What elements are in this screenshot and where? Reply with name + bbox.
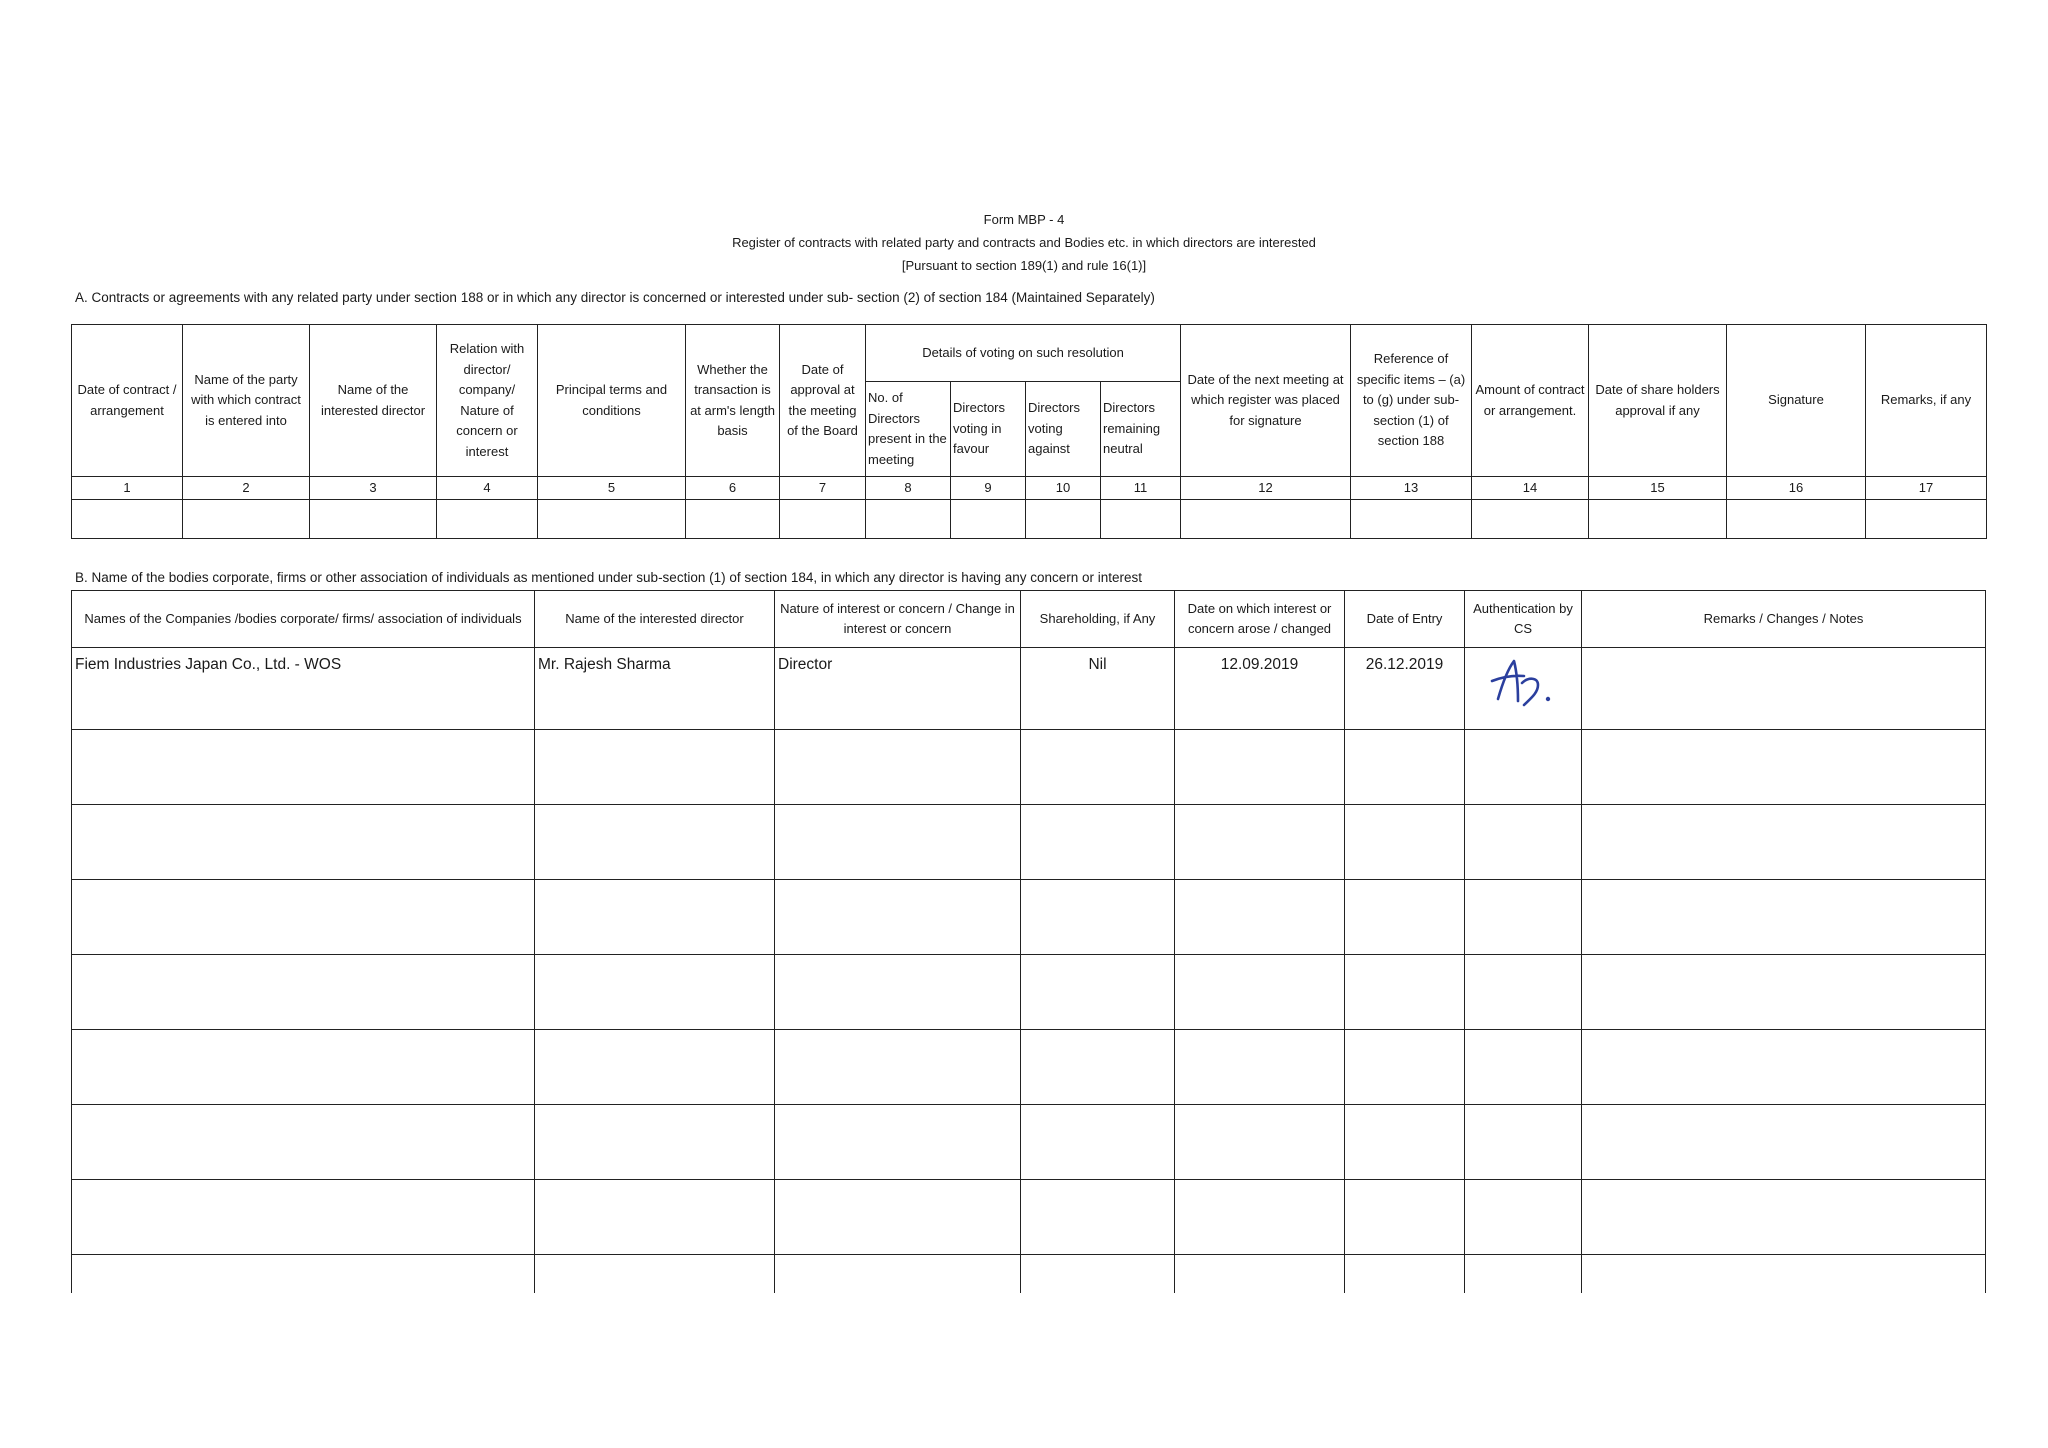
header-interested-director: Name of the interested director (535, 591, 775, 648)
column-number: 13 (1351, 477, 1472, 500)
header-remaining-neutral: Directors remaining neutral (1101, 382, 1181, 477)
empty-cell (1866, 500, 1987, 539)
director-name-cell: Mr. Rajesh Sharma (535, 648, 775, 730)
header-date-of-approval: Date of approval at the meeting of the Board (780, 325, 866, 477)
header-authentication: Authentication by CS (1465, 591, 1582, 648)
empty-cell (1582, 1105, 1986, 1180)
empty-cell (1465, 1180, 1582, 1255)
header-name-of-party: Name of the party with which contract is entered into (183, 325, 310, 477)
column-number: 7 (780, 477, 866, 500)
header-next-meeting: Date of the next meeting at which register was placed for signature (1181, 325, 1351, 477)
empty-cell (1175, 805, 1345, 880)
empty-cell (1345, 805, 1465, 880)
empty-cell (1582, 1255, 1986, 1294)
header-shareholders-approval: Date of share holders approval if any (1589, 325, 1727, 477)
empty-cell (538, 500, 686, 539)
empty-cell (72, 805, 535, 880)
table-row (72, 1180, 1986, 1255)
empty-cell (1345, 955, 1465, 1030)
column-number: 10 (1026, 477, 1101, 500)
header-principal-terms: Principal terms and conditions (538, 325, 686, 477)
column-number: 8 (866, 477, 951, 500)
date-of-entry-cell: 26.12.2019 (1345, 648, 1465, 730)
column-number: 3 (310, 477, 437, 500)
empty-cell (1026, 500, 1101, 539)
header-directors-present: No. of Directors present in the meeting (866, 382, 951, 477)
empty-cell (72, 1105, 535, 1180)
empty-cell (437, 500, 538, 539)
table-header-row (72, 591, 1986, 648)
empty-cell (1181, 500, 1351, 539)
empty-cell (1021, 955, 1175, 1030)
empty-cell (1021, 1180, 1175, 1255)
header-date-of-contract: Date of contract / arrangement (72, 325, 183, 477)
empty-cell (866, 500, 951, 539)
empty-cell (1175, 1255, 1345, 1294)
empty-cell (686, 500, 780, 539)
empty-cell (1727, 500, 1866, 539)
empty-cell (72, 1180, 535, 1255)
empty-cell (535, 880, 775, 955)
empty-cell (1345, 880, 1465, 955)
column-number: 12 (1181, 477, 1351, 500)
empty-cell (1345, 1180, 1465, 1255)
header-date-interest-arose: Date on which interest or concern arose / changed (1175, 591, 1345, 648)
authentication-cell (1465, 648, 1582, 730)
table-row (72, 1030, 1986, 1105)
empty-cell (1582, 805, 1986, 880)
empty-cell (775, 1105, 1021, 1180)
header-voting-details: Details of voting on such resolution (866, 325, 1181, 382)
header-date-of-entry: Date of Entry (1345, 591, 1465, 648)
column-number: 15 (1589, 477, 1727, 500)
empty-cell (72, 955, 535, 1030)
table-row (72, 955, 1986, 1030)
empty-cell (1582, 1180, 1986, 1255)
empty-cell (1582, 730, 1986, 805)
empty-cell (1465, 1030, 1582, 1105)
empty-cell (72, 1030, 535, 1105)
header-remarks: Remarks / Changes / Notes (1582, 591, 1986, 648)
section-a-title: A. Contracts or agreements with any related party under section 188 or in which any director is concerned or interested under sub- section (2) of section 184 (Maintained Separately) (75, 290, 1155, 305)
form-header (0, 208, 2048, 277)
empty-cell (775, 1180, 1021, 1255)
empty-cell (1345, 1105, 1465, 1180)
header-voting-against: Directors voting against (1026, 382, 1101, 477)
column-number: 4 (437, 477, 538, 500)
empty-cell (1582, 880, 1986, 955)
empty-cell (1021, 1030, 1175, 1105)
header-nature-of-interest: Nature of interest or concern / Change in interest or concern (775, 591, 1021, 648)
header-reference-items: Reference of specific items – (a) to (g) under sub-section (1) of section 188 (1351, 325, 1472, 477)
empty-cell (1465, 1255, 1582, 1294)
empty-cell (535, 1030, 775, 1105)
empty-cell (72, 730, 535, 805)
empty-cell (1472, 500, 1589, 539)
column-number: 16 (1727, 477, 1866, 500)
empty-cell (1021, 805, 1175, 880)
empty-cell (535, 1105, 775, 1180)
empty-cell (183, 500, 310, 539)
empty-cell (1345, 1030, 1465, 1105)
contracts-table (71, 324, 1987, 539)
column-number: 9 (951, 477, 1026, 500)
column-number: 1 (72, 477, 183, 500)
date-arose-cell: 12.09.2019 (1175, 648, 1345, 730)
empty-cell (535, 730, 775, 805)
header-arms-length: Whether the transaction is at arm's length basis (686, 325, 780, 477)
register-title: Register of contracts with related party and contracts and Bodies etc. in which directors are interested (732, 235, 1316, 250)
header-signature: Signature (1727, 325, 1866, 477)
empty-cell (1021, 1255, 1175, 1294)
empty-cell (780, 500, 866, 539)
empty-cell (775, 730, 1021, 805)
table-row (72, 880, 1986, 955)
column-number: 17 (1866, 477, 1987, 500)
table-row (72, 1105, 1986, 1180)
column-number: 14 (1472, 477, 1589, 500)
empty-cell (1465, 880, 1582, 955)
header-companies: Names of the Companies /bodies corporate/ firms/ association of individuals (72, 591, 535, 648)
empty-cell (535, 1180, 775, 1255)
empty-cell (775, 805, 1021, 880)
header-shareholding: Shareholding, if Any (1021, 591, 1175, 648)
empty-cell (775, 880, 1021, 955)
empty-cell (1175, 1105, 1345, 1180)
shareholding-cell: Nil (1021, 648, 1175, 730)
section-b-title: B. Name of the bodies corporate, firms or other association of individuals as mentioned under sub-section (1) of section 184, in which any director is having any concern or interest (75, 570, 1143, 585)
table-row (72, 730, 1986, 805)
column-number: 6 (686, 477, 780, 500)
empty-cell (775, 1255, 1021, 1294)
empty-cell (72, 500, 183, 539)
table-row (72, 648, 1986, 730)
column-number: 11 (1101, 477, 1181, 500)
remarks-cell (1582, 648, 1986, 730)
header-interested-director: Name of the interested director (310, 325, 437, 477)
empty-cell (1465, 1105, 1582, 1180)
empty-cell (1589, 500, 1727, 539)
empty-cell (1465, 730, 1582, 805)
pursuant-note: [Pursuant to section 189(1) and rule 16(1)] (901, 258, 1147, 273)
empty-cell (1175, 955, 1345, 1030)
empty-cell (72, 880, 535, 955)
empty-cell (1582, 955, 1986, 1030)
column-number-row (72, 477, 1987, 500)
empty-cell (72, 1255, 535, 1294)
column-number: 5 (538, 477, 686, 500)
empty-cell (535, 805, 775, 880)
cs-signature (1488, 655, 1558, 713)
empty-cell (775, 1030, 1021, 1105)
header-amount: Amount of contract or arrangement. (1472, 325, 1589, 477)
empty-cell (1175, 1030, 1345, 1105)
form-title: Form MBP - 4 (983, 212, 1065, 227)
bodies-corporate-table (71, 590, 1986, 1293)
header-voting-favour: Directors voting in favour (951, 382, 1026, 477)
header-relation: Relation with director/ company/ Nature of concern or interest (437, 325, 538, 477)
empty-cell (1101, 500, 1181, 539)
empty-cell (1175, 730, 1345, 805)
empty-cell (951, 500, 1026, 539)
table-row (72, 805, 1986, 880)
empty-cell (1021, 880, 1175, 955)
empty-cell (535, 1255, 775, 1294)
empty-cell (1345, 1255, 1465, 1294)
company-name-cell: Fiem Industries Japan Co., Ltd. - WOS (72, 648, 535, 730)
empty-cell (1351, 500, 1472, 539)
empty-cell (1021, 1105, 1175, 1180)
empty-cell (1582, 1030, 1986, 1105)
nature-of-interest-cell: Director (775, 648, 1021, 730)
header-remarks: Remarks, if any (1866, 325, 1987, 477)
column-number: 2 (183, 477, 310, 500)
empty-cell (310, 500, 437, 539)
empty-cell (535, 955, 775, 1030)
table-row (72, 1255, 1986, 1294)
empty-cell (1465, 955, 1582, 1030)
empty-cell (1175, 880, 1345, 955)
empty-cell (1465, 805, 1582, 880)
empty-cell (1175, 1180, 1345, 1255)
empty-cell (1345, 730, 1465, 805)
empty-cell (1021, 730, 1175, 805)
empty-cell (775, 955, 1021, 1030)
table-row (72, 500, 1987, 539)
